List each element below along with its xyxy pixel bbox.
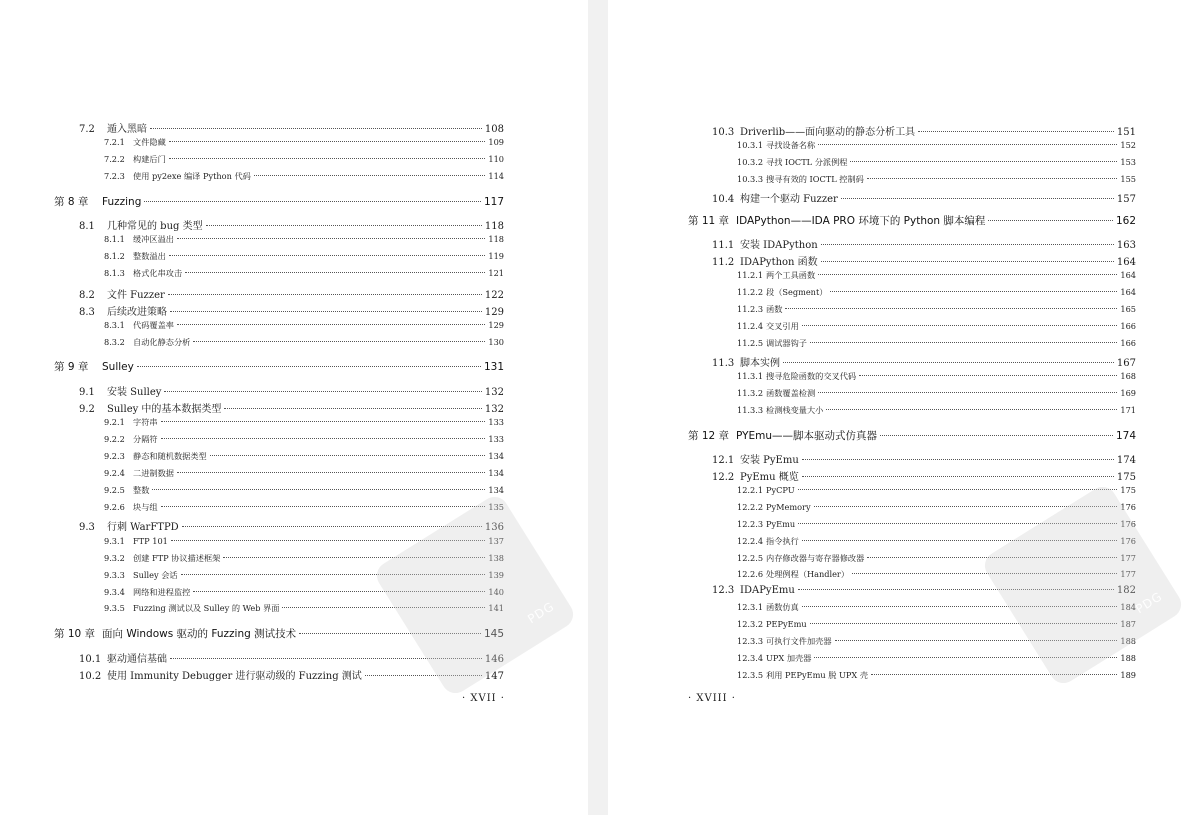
leader-dots <box>177 472 485 473</box>
toc-entry-number: 12.3.5 <box>737 670 764 680</box>
toc-entry-sub <box>737 287 1136 304</box>
toc-entry-title: IDAPython——IDA PRO 环境下的 Python 脚本编程 <box>736 215 986 227</box>
toc-entry-section <box>712 236 1136 253</box>
toc-entry-title: 检测栈变量大小 <box>766 405 824 415</box>
toc-entry-page: 108 <box>484 124 504 135</box>
toc-entry-page: 153 <box>1120 157 1136 167</box>
toc-entry-number: 12.3.4 <box>737 653 764 663</box>
leader-dots <box>818 274 1117 275</box>
toc-entry-sub <box>104 171 504 188</box>
toc-entry-page: 165 <box>1120 304 1136 314</box>
toc-entry-number: 12.2.4 <box>737 536 764 546</box>
toc-entry-sub <box>104 434 504 451</box>
toc-entry-sub <box>104 137 504 154</box>
toc-entry-title: 创建 FTP 协议描述框架 <box>133 553 221 563</box>
leader-dots <box>177 238 485 239</box>
toc-entry-number: 9.2.2 <box>104 434 125 444</box>
toc-entry-section <box>79 120 504 137</box>
toc-entry-page: 164 <box>1116 257 1136 268</box>
leader-dots <box>144 201 481 202</box>
toc-entry-title: 文件隐藏 <box>133 137 166 147</box>
toc-entry-page: 157 <box>1116 194 1136 205</box>
toc-entry-page: 168 <box>1120 371 1136 381</box>
toc-entry-sub <box>104 154 504 171</box>
toc-entry-title: 字符串 <box>133 417 158 427</box>
toc-entry-title: 二进制数据 <box>133 468 174 478</box>
toc-entry-page: 175 <box>1120 485 1136 495</box>
leader-dots <box>170 311 482 312</box>
toc-entry-number: 11.2.4 <box>737 321 764 331</box>
toc-entry-number: 11.2.5 <box>737 338 764 348</box>
toc-entry-title: 函数 <box>766 304 783 314</box>
toc-entry-number: 12.2.5 <box>737 553 764 563</box>
toc-entry-number: 11.2.3 <box>737 304 764 314</box>
toc-entry-title: 面向 Windows 驱动的 Fuzzing 测试技术 <box>102 628 297 640</box>
toc-entry-title: 缓冲区溢出 <box>133 234 174 244</box>
toc-entry-page: 164 <box>1120 270 1136 280</box>
toc-entry-page: 152 <box>1120 140 1136 150</box>
toc-entry-page: 146 <box>484 654 504 665</box>
leader-dots <box>206 225 482 226</box>
leader-dots <box>918 131 1114 132</box>
toc-entry-number: 9.3.5 <box>104 603 125 613</box>
left-page <box>0 0 588 815</box>
toc-entry-number: 12.3.2 <box>737 619 764 629</box>
leader-dots <box>783 362 1114 363</box>
toc-entry-page: 145 <box>483 628 504 640</box>
toc-entry-page: 188 <box>1120 653 1136 663</box>
toc-entry-number: 8.1.2 <box>104 251 125 261</box>
toc-entry-chapter <box>54 359 504 376</box>
leader-dots <box>821 244 1114 245</box>
toc-entry-title: 利用 PEPyEmu 脱 UPX 壳 <box>766 670 869 680</box>
toc-entry-title: 遁入黑暗 <box>107 124 147 135</box>
toc-entry-title: 格式化串攻击 <box>133 268 183 278</box>
leader-dots <box>810 342 1117 343</box>
toc-entry-number: 9.3.4 <box>104 587 125 597</box>
page-number-footer: · XVIII · <box>688 693 736 704</box>
toc-entry-page: 131 <box>483 361 504 373</box>
right-page <box>608 0 1200 815</box>
toc-entry-section <box>712 190 1136 207</box>
toc-entry-title: 构建后门 <box>133 154 166 164</box>
toc-entry-number: 第 12 章 <box>688 430 730 442</box>
toc-entry-page: 134 <box>488 485 504 495</box>
leader-dots <box>150 128 482 129</box>
toc-entry-number: 9.3.2 <box>104 553 125 563</box>
toc-entry-number: 7.2.1 <box>104 137 125 147</box>
toc-entry-page: 177 <box>1120 553 1136 563</box>
toc-entry-number: 8.1 <box>79 221 95 232</box>
toc-entry-page: 184 <box>1120 602 1136 612</box>
toc-entry-title: Driverlib——面向驱动的静态分析工具 <box>740 127 916 138</box>
toc-entry-title: PyMemory <box>766 502 811 512</box>
leader-dots <box>826 409 1117 410</box>
toc-entry-page: 134 <box>488 468 504 478</box>
leader-dots <box>161 506 486 507</box>
toc-entry-title: 搜寻危险函数的交叉代码 <box>766 371 857 381</box>
toc-entry-sub <box>104 502 504 519</box>
toc-entry-number: 12.2.1 <box>737 485 764 495</box>
toc-entry-sub <box>737 270 1136 287</box>
toc-entry-number: 12.2 <box>712 472 735 483</box>
toc-entry-number: 7.2.3 <box>104 171 125 181</box>
leader-dots <box>867 178 1118 179</box>
leader-dots <box>168 294 482 295</box>
toc-entry-section <box>712 253 1136 270</box>
toc-entry-sub <box>737 174 1136 191</box>
toc-entry-number: 12.3.1 <box>737 602 764 612</box>
toc-entry-section <box>712 123 1136 140</box>
watermark-text: PDG <box>525 599 557 627</box>
watermark-text: PDG <box>1133 589 1165 617</box>
toc-entry-title: IDAPyEmu <box>740 585 795 596</box>
toc-entry-chapter <box>54 194 504 211</box>
toc-entry-number: 12.3.3 <box>737 636 764 646</box>
toc-entry-page: 155 <box>1120 174 1136 184</box>
toc-entry-page: 132 <box>484 387 504 398</box>
toc-entry-number: 8.1.3 <box>104 268 125 278</box>
toc-entry-title: 函数仿真 <box>766 602 799 612</box>
toc-entry-title: 处理例程（Handler） <box>766 569 850 579</box>
toc-entry-page: 166 <box>1120 321 1136 331</box>
toc-entry-page: 133 <box>488 417 504 427</box>
toc-entry-number: 10.3 <box>712 127 735 138</box>
toc-entry-title: IDAPython 函数 <box>740 257 818 268</box>
toc-entry-number: 12.3 <box>712 585 735 596</box>
toc-entry-number: 9.2.4 <box>104 468 125 478</box>
toc-entry-title: 代码覆盖率 <box>133 320 174 330</box>
toc-entry-number: 10.2 <box>79 671 102 682</box>
toc-entry-number: 11.2 <box>712 257 735 268</box>
toc-entry-number: 11.2.1 <box>737 270 764 280</box>
toc-entry-page: 129 <box>488 320 504 330</box>
toc-entry-page: 164 <box>1120 287 1136 297</box>
toc-entry-number: 11.1 <box>712 240 735 251</box>
toc-entry-page: 118 <box>488 234 504 244</box>
toc-entry-sub <box>104 417 504 434</box>
leader-dots <box>210 455 486 456</box>
leader-dots <box>177 324 485 325</box>
leader-dots <box>802 476 1114 477</box>
toc-entry-sub <box>104 451 504 468</box>
leader-dots <box>169 141 486 142</box>
toc-entry-page: 174 <box>1115 430 1136 442</box>
toc-entry-page: 135 <box>488 502 504 512</box>
leader-dots <box>164 391 481 392</box>
toc-entry-number: 9.2.6 <box>104 502 125 512</box>
leader-dots <box>137 366 481 367</box>
page-number-footer: · XVII · <box>462 693 505 704</box>
toc-entry-title: 内存修改器与寄存器修改器 <box>766 553 865 563</box>
toc-entry-title: 寻找设备名称 <box>766 140 816 150</box>
toc-entry-number: 9.2.1 <box>104 417 125 427</box>
toc-entry-title: 文件 Fuzzer <box>107 290 165 301</box>
toc-entry-sub <box>737 157 1136 174</box>
toc-entry-section <box>712 451 1136 468</box>
toc-entry-title: Fuzzing 测试以及 Sulley 的 Web 界面 <box>133 603 280 613</box>
toc-entry-title: 自动化静态分析 <box>133 337 191 347</box>
toc-entry-page: 139 <box>488 570 504 580</box>
toc-entry-page: 176 <box>1120 536 1136 546</box>
toc-entry-title: 脚本实例 <box>740 358 780 369</box>
toc-entry-title: Sulley <box>102 361 134 373</box>
toc-entry-page: 147 <box>484 671 504 682</box>
leader-dots <box>802 325 1118 326</box>
toc-entry-page: 117 <box>483 196 504 208</box>
toc-entry-page: 188 <box>1120 636 1136 646</box>
toc-entry-sub <box>737 140 1136 157</box>
toc-entry-page: 162 <box>1115 215 1136 227</box>
toc-entry-page: 118 <box>484 221 504 232</box>
leader-dots <box>161 421 486 422</box>
toc-entry-title: PyEmu <box>766 519 796 529</box>
toc-entry-title: PyCPU <box>766 485 795 495</box>
toc-entry-number: 8.3 <box>79 307 95 318</box>
toc-entry-sub <box>737 388 1136 405</box>
toc-entry-number: 10.3.3 <box>737 174 764 184</box>
toc-entry-title: 整数 <box>133 485 150 495</box>
toc-entry-page: 176 <box>1120 502 1136 512</box>
toc-entry-sub <box>104 268 504 285</box>
toc-entry-number: 12.1 <box>712 455 735 466</box>
toc-entry-page: 151 <box>1116 127 1136 138</box>
toc-entry-sub <box>104 251 504 268</box>
toc-entry-page: 140 <box>488 587 504 597</box>
toc-entry-title: 网络和进程监控 <box>133 587 191 597</box>
leader-dots <box>224 408 481 409</box>
leader-dots <box>182 526 482 527</box>
leader-dots <box>161 438 486 439</box>
toc-entry-page: 163 <box>1116 240 1136 251</box>
toc-entry-section <box>79 303 504 320</box>
toc-entry-number: 9.3.3 <box>104 570 125 580</box>
toc-entry-title: 几种常见的 bug 类型 <box>107 221 203 232</box>
toc-entry-page: 187 <box>1120 619 1136 629</box>
toc-entry-page: 182 <box>1116 585 1136 596</box>
toc-entry-number: 10.1 <box>79 654 102 665</box>
toc-entry-number: 8.2 <box>79 290 95 301</box>
toc-entry-page: 176 <box>1120 519 1136 529</box>
toc-entry-chapter <box>688 213 1136 230</box>
leader-dots <box>802 459 1114 460</box>
leader-dots <box>818 144 1117 145</box>
toc-entry-section <box>79 286 504 303</box>
toc-entry-number: 第 10 章 <box>54 628 96 640</box>
toc-entry-section <box>79 217 504 234</box>
toc-entry-number: 12.2.3 <box>737 519 764 529</box>
toc-entry-page: 129 <box>484 307 504 318</box>
toc-entry-title: PyEmu 概览 <box>740 472 799 483</box>
toc-entry-title: 构建一个驱动 Fuzzer <box>740 194 838 205</box>
leader-dots <box>254 175 486 176</box>
toc-entry-sub <box>104 337 504 354</box>
toc-entry-title: 静态和随机数据类型 <box>133 451 207 461</box>
toc-entry-section <box>79 383 504 400</box>
toc-entry-page: 133 <box>488 434 504 444</box>
toc-entry-title: 后续改进策略 <box>107 307 167 318</box>
toc-entry-sub <box>737 371 1136 388</box>
toc-entry-title: 调试器钩子 <box>766 338 807 348</box>
toc-entry-number: 第 11 章 <box>688 215 730 227</box>
toc-entry-number: 9.2.5 <box>104 485 125 495</box>
leader-dots <box>798 489 1118 490</box>
toc-entry-title: 驱动通信基础 <box>107 654 167 665</box>
toc-entry-title: 安装 PyEmu <box>740 455 799 466</box>
toc-entry-page: 175 <box>1116 472 1136 483</box>
toc-entry-sub <box>104 485 504 502</box>
toc-entry-number: 10.3.1 <box>737 140 764 150</box>
toc-entry-number: 第 8 章 <box>54 196 89 208</box>
toc-entry-page: 119 <box>488 251 504 261</box>
leader-dots <box>785 308 1117 309</box>
toc-entry-number: 12.2.6 <box>737 569 764 579</box>
leader-dots <box>880 435 1113 436</box>
toc-entry-page: 114 <box>488 171 504 181</box>
toc-entry-number: 8.1.1 <box>104 234 125 244</box>
toc-entry-number: 11.3 <box>712 358 735 369</box>
toc-entry-title: 使用 py2exe 编译 Python 代码 <box>133 171 251 181</box>
toc-entry-page: 132 <box>484 404 504 415</box>
toc-entry-title: Sulley 会话 <box>133 570 178 580</box>
toc-entry-page: 136 <box>484 522 504 533</box>
toc-entry-page: 110 <box>488 154 504 164</box>
toc-entry-page: 130 <box>488 337 504 347</box>
toc-entry-sub <box>737 321 1136 338</box>
toc-entry-title: 交叉引用 <box>766 321 799 331</box>
toc-entry-section <box>712 354 1136 371</box>
toc-entry-number: 11.3.1 <box>737 371 764 381</box>
leader-dots <box>841 198 1114 199</box>
toc-entry-sub <box>104 320 504 337</box>
leader-dots <box>169 158 486 159</box>
toc-entry-page: 121 <box>488 268 504 278</box>
leader-dots <box>830 291 1117 292</box>
toc-entry-number: 10.4 <box>712 194 735 205</box>
toc-entry-section <box>79 400 504 417</box>
toc-entry-sub <box>104 234 504 251</box>
toc-entry-title: 寻找 IOCTL 分派例程 <box>766 157 848 167</box>
toc-entry-number: 9.2 <box>79 404 95 415</box>
toc-entry-title: UPX 加壳器 <box>766 653 812 663</box>
toc-entry-title: 使用 Immunity Debugger 进行驱动级的 Fuzzing 测试 <box>107 671 362 682</box>
toc-entry-sub <box>737 405 1136 422</box>
toc-entry-title: 整数溢出 <box>133 251 166 261</box>
toc-entry-page: 122 <box>484 290 504 301</box>
toc-entry-sub <box>737 304 1136 321</box>
toc-entry-number: 9.3 <box>79 522 95 533</box>
toc-entry-title: 可执行文件加壳器 <box>766 636 832 646</box>
toc-entry-number: 12.2.2 <box>737 502 764 512</box>
toc-entry-number: 9.3.1 <box>104 536 125 546</box>
toc-entry-title: PEPyEmu <box>766 619 807 629</box>
toc-entry-number: 8.3.1 <box>104 320 125 330</box>
toc-entry-title: PYEmu——脚本驱动式仿真器 <box>736 430 878 442</box>
toc-entry-page: 134 <box>488 451 504 461</box>
leader-dots <box>850 161 1117 162</box>
toc-entry-page: 166 <box>1120 338 1136 348</box>
leader-dots <box>152 489 485 490</box>
toc-entry-title: 分隔符 <box>133 434 158 444</box>
toc-entry-sub <box>737 338 1136 355</box>
toc-entry-title: Sulley 中的基本数据类型 <box>107 404 222 415</box>
leader-dots <box>988 220 1113 221</box>
toc-entry-title: FTP 101 <box>133 536 168 546</box>
toc-entry-page: 109 <box>488 137 504 147</box>
toc-entry-title: 两个工具函数 <box>766 270 816 280</box>
toc-entry-page: 167 <box>1116 358 1136 369</box>
leader-dots <box>818 392 1117 393</box>
leader-dots <box>185 272 485 273</box>
toc-entry-title: 行刺 WarFTPD <box>107 522 179 533</box>
toc-entry-number: 10.3.2 <box>737 157 764 167</box>
toc-entry-number: 7.2.2 <box>104 154 125 164</box>
toc-entry-page: 138 <box>488 553 504 563</box>
toc-entry-number: 第 9 章 <box>54 361 89 373</box>
toc-entry-title: 安装 Sulley <box>107 387 162 398</box>
toc-entry-page: 174 <box>1116 455 1136 466</box>
toc-entry-page: 189 <box>1120 670 1136 680</box>
toc-entry-page: 177 <box>1120 569 1136 579</box>
toc-entry-number: 8.3.2 <box>104 337 125 347</box>
toc-entry-page: 141 <box>488 603 504 613</box>
toc-entry-number: 11.3.2 <box>737 388 764 398</box>
toc-entry-section <box>712 468 1136 485</box>
toc-entry-number: 11.2.2 <box>737 287 764 297</box>
toc-entry-number: 7.2 <box>79 124 95 135</box>
leader-dots <box>821 261 1114 262</box>
toc-entry-title: 指令执行 <box>766 536 799 546</box>
toc-entry-chapter <box>688 428 1136 445</box>
toc-entry-title: 搜寻有效的 IOCTL 控制码 <box>766 174 864 184</box>
toc-entry-page: 137 <box>488 536 504 546</box>
toc-entry-number: 9.2.3 <box>104 451 125 461</box>
toc-entry-number: 9.1 <box>79 387 95 398</box>
toc-entry-sub <box>104 468 504 485</box>
toc-entry-page: 169 <box>1120 388 1136 398</box>
toc-entry-title: 段（Segment） <box>766 287 828 297</box>
leader-dots <box>193 341 485 342</box>
toc-entry-title: 块与组 <box>133 502 158 512</box>
toc-entry-page: 171 <box>1120 405 1136 415</box>
toc-entry-title: Fuzzing <box>102 196 142 208</box>
toc-entry-title: 函数覆盖检测 <box>766 388 816 398</box>
leader-dots <box>169 255 486 256</box>
toc-entry-title: 安装 IDAPython <box>740 240 818 251</box>
toc-entry-number: 11.3.3 <box>737 405 764 415</box>
leader-dots <box>859 375 1117 376</box>
